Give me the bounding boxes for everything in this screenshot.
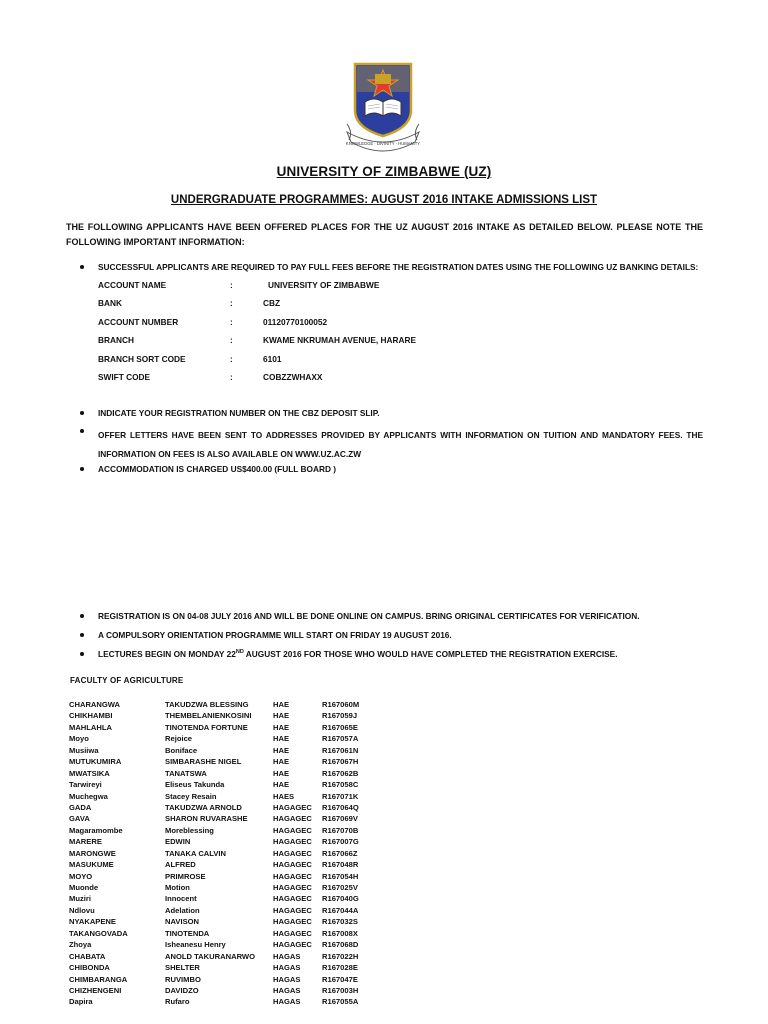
first-name-cell: Motion <box>165 883 190 892</box>
university-crest-logo <box>343 62 423 158</box>
programme-cell: HAGAGEC <box>273 905 312 915</box>
programme-cell: HAE <box>273 711 290 721</box>
first-name-cell: THEMBELANIENKOSINI <box>165 711 252 721</box>
programme-cell: HAGAS <box>273 985 301 995</box>
programme-cell: HAGAGEC <box>273 860 312 870</box>
programme-cell: HAGAGEC <box>273 814 312 824</box>
first-name-cell: Adelation <box>165 905 200 915</box>
first-name-cell: Moreblessing <box>165 825 214 835</box>
bank-label: BRANCH SORT CODE <box>98 354 186 364</box>
first-name-cell: Innocent <box>165 894 197 904</box>
bullet-icon <box>80 429 84 433</box>
bullet-icon <box>80 652 84 656</box>
programme-cell: HAGAS <box>273 951 301 961</box>
programme-cell: HAE <box>273 700 290 709</box>
first-name-cell: Stacey Resain <box>165 791 217 801</box>
programme-cell: HAE <box>273 757 290 767</box>
programme-cell: HAE <box>273 745 290 755</box>
bank-value: 01120770100052 <box>263 317 328 327</box>
reg-number-cell: R167003H <box>322 985 359 995</box>
first-name-cell: Rufaro <box>165 997 190 1007</box>
surname-cell: CHIKHAMBI <box>69 711 113 721</box>
surname-cell: NYAKAPENE <box>69 917 116 927</box>
bank-value: UNIVERSITY OF ZIMBABWE <box>268 280 380 290</box>
surname-cell: MOYO <box>69 871 93 881</box>
bank-label: ACCOUNT NUMBER <box>98 317 179 327</box>
programme-cell: HAGAGEC <box>273 940 312 950</box>
reg-number-cell: R167007G <box>322 837 359 847</box>
bullet-icon <box>80 265 84 269</box>
surname-cell: Muonde <box>69 883 99 892</box>
first-name-cell: SIMBARASHE NIGEL <box>165 757 242 767</box>
programme-cell: HAGAS <box>273 974 301 984</box>
reg-number-cell: R167032S <box>322 917 358 927</box>
programme-cell: HAGAGEC <box>273 837 312 847</box>
surname-cell: MAHLAHLA <box>69 722 113 732</box>
reg-number-cell: R167025V <box>322 883 358 892</box>
surname-cell: GAVA <box>69 814 90 824</box>
reg-number-cell: R167040G <box>322 894 359 904</box>
reg-number-cell: R167047E <box>322 974 358 984</box>
bank-label: BRANCH <box>98 335 134 345</box>
programme-cell: HAGAGEC <box>273 802 312 812</box>
first-name-cell: SHELTER <box>165 963 200 973</box>
first-name-cell: PRIMROSE <box>165 871 206 881</box>
first-name-cell: ANOLD TAKURANARWO <box>165 951 255 961</box>
surname-cell: Tarwireyi <box>69 780 102 790</box>
first-name-cell: RUVIMBO <box>165 974 201 984</box>
reg-number-cell: R167067H <box>322 757 359 767</box>
surname-cell: CHARANGWA <box>69 700 121 709</box>
surname-cell: TAKANGOVADA <box>69 928 128 938</box>
crest-motto: KNOWLEDGE · DIVINITY · HUMANITY <box>345 141 421 146</box>
bullet-icon <box>80 467 84 471</box>
programme-cell: HAGAS <box>273 963 301 973</box>
reg-number-cell: R167068D <box>322 940 359 950</box>
surname-cell: Ndlovu <box>69 905 95 915</box>
reg-number-cell: R167048R <box>322 860 359 870</box>
reg-number-cell: R167044A <box>322 905 359 915</box>
first-name-cell: Isheanesu Henry <box>165 940 226 950</box>
programme-cell: HAE <box>273 780 290 790</box>
surname-cell: CHIZHENGENI <box>69 985 122 995</box>
surname-cell: Magaramombe <box>69 825 123 835</box>
reg-number-cell: R167069V <box>322 814 358 824</box>
surname-cell: MARONGWE <box>69 848 116 858</box>
reg-number-cell: R167064Q <box>322 802 359 812</box>
first-name-cell: Rejoice <box>165 734 193 744</box>
reg-number-cell: R167061N <box>322 745 359 755</box>
first-name-cell: TINOTENDA FORTUNE <box>165 722 248 732</box>
reg-number-cell: R167065E <box>322 722 358 732</box>
offer-letters-text: OFFER LETTERS HAVE BEEN SENT TO ADDRESSES PROVIDED BY APPLICANTS WITH INFORMATION ON TUITION AND MANDATORY FEES. THE INFORMATION ON FEES IS ALSO AVAILABLE ON WWW.UZ.AC.ZW <box>98 430 703 459</box>
surname-cell: GADA <box>69 802 92 812</box>
orientation-text: A COMPULSORY ORIENTATION PROGRAMME WILL START ON FRIDAY 19 AUGUST 2016. <box>98 630 452 640</box>
surname-cell: MWATSIKA <box>69 768 110 778</box>
intro-paragraph: THE FOLLOWING APPLICANTS HAVE BEEN OFFERED PLACES FOR THE UZ AUGUST 2016 INTAKE AS DETAILED BELOW. PLEASE NOTE THE FOLLOWING IMPORTANT INFORMATION: <box>66 222 703 247</box>
first-name-cell: TANATSWA <box>165 768 207 778</box>
bank-label: SWIFT CODE <box>98 372 151 382</box>
first-name-cell: NAVISON <box>165 917 200 927</box>
programme-cell: HAGAGEC <box>273 917 312 927</box>
first-name-cell: TAKUDZWA BLESSING <box>165 700 249 709</box>
programme-cell: HAGAGEC <box>273 825 312 835</box>
reg-number-cell: R167058C <box>322 780 359 790</box>
bank-value: COBZZWHAXX <box>263 372 323 382</box>
lectures-text <box>98 649 618 659</box>
programme-cell: HAGAGEC <box>273 871 312 881</box>
reg-number-cell: R167028E <box>322 963 358 973</box>
bank-label: ACCOUNT NAME <box>98 280 167 290</box>
bank-separator: : <box>230 354 233 364</box>
bank-separator: : <box>230 372 233 382</box>
first-name-cell: SHARON RUVARASHE <box>165 814 248 824</box>
surname-cell: Zhoya <box>69 940 92 950</box>
bank-separator: : <box>230 317 233 327</box>
bank-label: BANK <box>98 298 122 308</box>
first-name-cell: Eliseus Takunda <box>165 780 225 790</box>
registration-text: REGISTRATION IS ON 04-08 JULY 2016 AND WILL BE DONE ONLINE ON CAMPUS. BRING ORIGINAL CERTIFICATES FOR VERIFICATION. <box>98 611 640 621</box>
lectures-text-end: AUGUST 2016 FOR THOSE WHO WOULD HAVE COMPLETED THE REGISTRATION EXERCISE. <box>243 649 618 659</box>
programme-cell: HAES <box>273 791 295 801</box>
fees-text: SUCCESSFUL APPLICANTS ARE REQUIRED TO PAY FULL FEES BEFORE THE REGISTRATION DATES USING THE FOLLOWING UZ BANKING DETAILS: <box>98 262 699 272</box>
reg-number-cell: R167054H <box>322 871 359 881</box>
bank-value: CBZ <box>263 298 281 308</box>
bullet-icon <box>80 411 84 415</box>
first-name-cell: TINOTENDA <box>165 928 210 938</box>
surname-cell: Muchegwa <box>69 791 108 801</box>
surname-cell: CHIBONDA <box>69 963 110 973</box>
bullet-icon <box>80 633 84 637</box>
first-name-cell: TANAKA CALVIN <box>165 848 227 858</box>
lectures-superscript: ND <box>235 649 244 656</box>
bank-separator: : <box>230 298 233 308</box>
programme-cell: HAGAGEC <box>273 848 312 858</box>
reg-number-cell: R167022H <box>322 951 359 961</box>
surname-cell: Muziri <box>69 894 91 904</box>
programme-cell: HAE <box>273 734 290 744</box>
lectures-text-start: LECTURES BEGIN ON MONDAY 22 <box>98 649 236 659</box>
surname-cell: Moyo <box>69 734 89 744</box>
reg-number-cell: R167059J <box>322 711 358 721</box>
surname-cell: CHIMBARANGA <box>69 974 128 984</box>
reg-number-cell: R167008X <box>322 928 358 938</box>
bank-separator: : <box>230 335 233 345</box>
first-name-cell: ALFRED <box>165 860 196 870</box>
bullet-icon <box>80 614 84 618</box>
programme-cell: HAE <box>273 722 290 732</box>
first-name-cell: EDWIN <box>165 837 191 847</box>
reg-number-cell: R167057A <box>322 734 359 744</box>
faculty-heading: FACULTY OF AGRICULTURE <box>70 676 184 685</box>
programme-cell: HAGAGEC <box>273 928 312 938</box>
surname-cell: Musiiwa <box>69 745 99 755</box>
surname-cell: MUTUKUMIRA <box>69 757 122 767</box>
reg-number-cell: R167062B <box>322 768 359 778</box>
accommodation-text: ACCOMMODATION IS CHARGED US$400.00 (FULL BOARD ) <box>98 464 337 474</box>
reg-number-cell: R167070B <box>322 825 359 835</box>
first-name-cell: Boniface <box>165 745 198 755</box>
first-name-cell: TAKUDZWA ARNOLD <box>165 802 242 812</box>
programme-cell: HAE <box>273 768 290 778</box>
reg-number-cell: R167060M <box>322 700 360 709</box>
reg-number-cell: R167066Z <box>322 848 358 858</box>
bank-value: 6101 <box>263 354 282 364</box>
reg-number-text: INDICATE YOUR REGISTRATION NUMBER ON THE CBZ DEPOSIT SLIP. <box>98 408 380 418</box>
programme-cell: HAGAGEC <box>273 894 312 904</box>
reg-number-cell: R167071K <box>322 791 359 801</box>
surname-cell: CHABATA <box>69 951 106 961</box>
bank-separator: : <box>230 280 233 290</box>
programme-cell: HAGAS <box>273 997 301 1007</box>
first-name-cell: DAVIDZO <box>165 985 199 995</box>
surname-cell: MARERE <box>69 837 102 847</box>
bank-value: KWAME NKRUMAH AVENUE, HARARE <box>263 335 417 345</box>
page-subtitle: UNDERGRADUATE PROGRAMMES: AUGUST 2016 INTAKE ADMISSIONS LIST <box>170 194 598 206</box>
surname-cell: Dapira <box>69 997 93 1007</box>
surname-cell: MASUKUME <box>69 860 114 870</box>
programme-cell: HAGAGEC <box>273 883 312 892</box>
page-title: UNIVERSITY OF ZIMBABWE (UZ) <box>276 164 492 179</box>
reg-number-cell: R167055A <box>322 997 359 1007</box>
